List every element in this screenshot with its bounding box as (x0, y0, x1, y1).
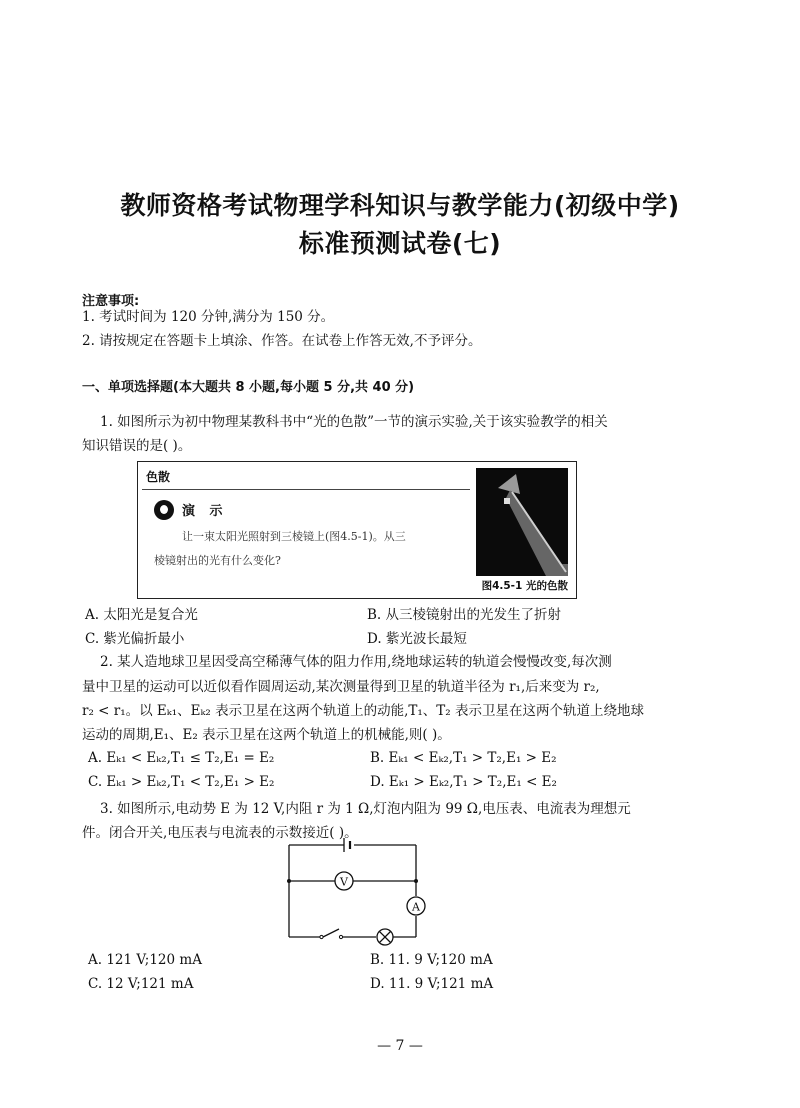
q3-option-b: B. 11. 9 V;120 mA (370, 952, 493, 968)
prism-dispersion-photo (476, 468, 568, 576)
figure-divider (142, 489, 470, 490)
q2-line2: 量中卫星的运动可以近似看作圆周运动,某次测量得到卫星的轨道半径为 r₁,后来变为 r₂, (82, 679, 600, 695)
q1-option-a: A. 太阳光是复合光 (85, 607, 198, 623)
demo-icon (154, 500, 174, 520)
notice-item-2: 2. 请按规定在答题卡上填涂、作答。在试卷上作答无效,不予评分。 (82, 333, 482, 349)
q3-option-a: A. 121 V;120 mA (88, 952, 202, 968)
voltmeter-label: V (340, 875, 348, 889)
notice-heading: 注意事项: (82, 294, 140, 309)
demo-text-line2: 棱镜射出的光有什么变化? (154, 554, 281, 567)
page-number: — 7 — (377, 1038, 423, 1054)
q2-line4: 运动的周期,E₁、E₂ 表示卫星在这两个轨道上的机械能,则( )。 (82, 727, 451, 743)
q1-option-b: B. 从三棱镜射出的光发生了折射 (367, 607, 562, 623)
q2-option-c: C. Eₖ₁ > Eₖ₂,T₁ < T₂,E₁ > E₂ (88, 774, 275, 790)
q1-option-c: C. 紫光偏折最小 (85, 631, 185, 647)
notice-item-1: 1. 考试时间为 120 分钟,满分为 150 分。 (82, 309, 335, 325)
q2-option-b: B. Eₖ₁ < Eₖ₂,T₁ > T₂,E₁ > E₂ (370, 750, 557, 766)
section-heading: 一、单项选择题(本大题共 8 小题,每小题 5 分,共 40 分) (82, 380, 415, 395)
q1-stem-line2: 知识错误的是( )。 (82, 438, 192, 454)
q3-line2: 件。闭合开关,电压表与电流表的示数接近( )。 (82, 825, 358, 841)
figure-caption: 图4.5-1 光的色散 (481, 580, 568, 592)
figure-heading: 色散 (146, 470, 171, 484)
q1-option-d: D. 紫光波长最短 (367, 631, 467, 647)
paper-title-line2: 标准预测试卷(七) (298, 229, 502, 258)
ammeter-label: A (412, 900, 420, 914)
q3-option-c: C. 12 V;121 mA (88, 976, 194, 992)
q3-line1: 3. 如图所示,电动势 E 为 12 V,内阻 r 为 1 Ω,灯泡内阻为 99 Ω,电压表、电流表为理想元 (100, 801, 631, 817)
q2-option-d: D. Eₖ₁ > Eₖ₂,T₁ > T₂,E₁ < E₂ (370, 774, 557, 790)
demo-label: 演 示 (182, 504, 228, 519)
demo-text-line1: 让一束太阳光照射到三棱镜上(图4.5-1)。从三 (182, 530, 406, 543)
q1-stem-line1: 1. 如图所示为初中物理某教科书中“光的色散”一节的演示实验,关于该实验教学的相关 (100, 414, 608, 430)
q3-option-d: D. 11. 9 V;121 mA (370, 976, 494, 992)
q2-line1: 2. 某人造地球卫星因受高空稀薄气体的阻力作用,绕地球运转的轨道会慢慢改变,每次测 (100, 654, 612, 670)
q1-figure-box (137, 461, 577, 599)
q2-option-a: A. Eₖ₁ < Eₖ₂,T₁ ≤ T₂,E₁ = E₂ (88, 750, 275, 766)
q2-line3: r₂ < r₁。以 Eₖ₁、Eₖ₂ 表示卫星在这两个轨道上的动能,T₁、T₂ 表示卫星在这两个轨道上绕地球 (82, 703, 645, 719)
q3-circuit-diagram (280, 836, 440, 946)
paper-title-line1: 教师资格考试物理学科知识与教学能力(初级中学) (120, 191, 680, 220)
